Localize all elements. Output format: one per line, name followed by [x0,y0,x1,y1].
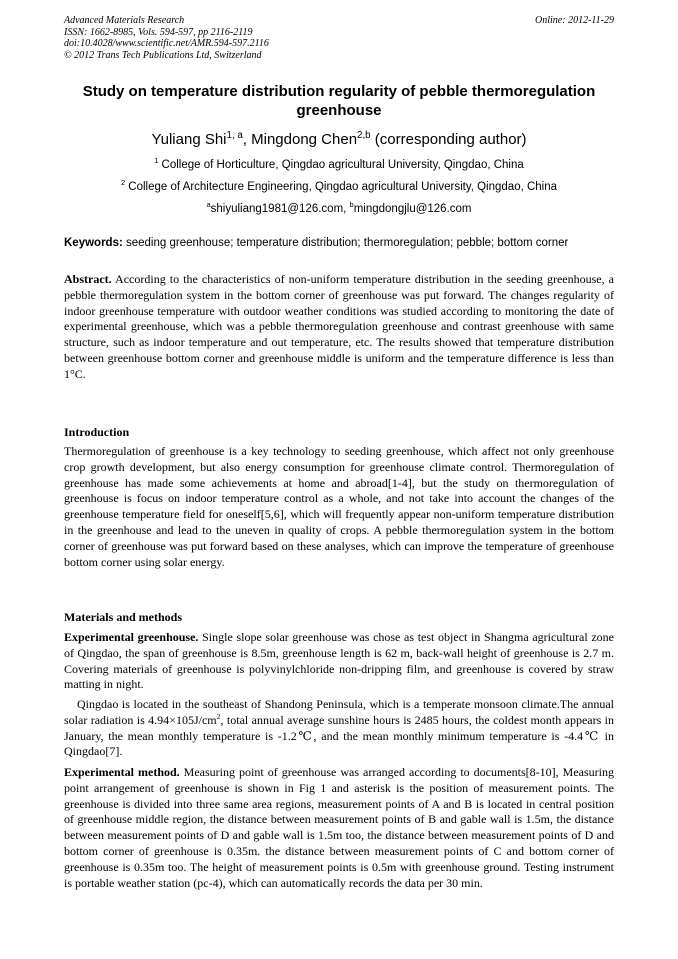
author-separator: , [242,131,252,148]
affiliation-1-sup: 1 [154,156,159,166]
climate-text-a: Qingdao is located in the southeast of Shandong Peninsula, which is a temperate monsoon climate.The annual solar radiation is 4.94×105J/cm [64,697,614,727]
journal-header [64,15,269,61]
materials-heading: Materials and methods [64,610,182,624]
author-2: Mingdong Chen [251,131,358,148]
experimental-greenhouse-label: Experimental greenhouse. [64,630,199,644]
affiliation-2 [40,180,638,194]
introduction-heading: Introduction [64,425,130,439]
experimental-greenhouse-text: Single slope solar greenhouse was chose as test object in Shangma agricultural zone of Qingdao, the span of greenhouse is 8.5m, greenhouse length is 62 m, back-wall height of greenhouse is 2.7 m. Covering materials of greenhouse is polyvinylchloride non-dripping film, and greenhouse is covered by straw matting in night. [64,630,614,692]
climate-paragraph [64,697,614,760]
abstract-paragraph [64,272,614,383]
experimental-method-paragraph [64,765,614,891]
affiliation-2-text: College of Architecture Engineering, Qingdao agricultural University, Qingdao, China [125,181,558,193]
affiliation-1-text: College of Horticulture, Qingdao agricultural University, Qingdao, China [158,159,524,171]
author-2-sup: 2,b [357,130,371,141]
copyright-line: © 2012 Trans Tech Publications Ltd, Switzerland [64,49,262,61]
email-line [40,202,638,216]
climate-text-b: , total annual average sunshine hours is 2485 hours, the coldest month appears in January, the mean monthly temperature is -1.2℃, and the mean monthly minimum temperature is -4.4℃ in Qingdao[7]. [64,712,614,759]
email-2-sup: b [349,200,354,210]
journal-name: Advanced Materials Research [64,15,185,26]
issn-line: ISSN: 1662-8985, Vols. 594-597, pp 2116-2119 [64,26,253,38]
email-1-sup: a [206,200,211,210]
experimental-method-label: Experimental method. [64,765,180,779]
author-1-sup: 1, a [226,130,243,141]
keywords-label: Keywords: [64,237,123,249]
doi-line: doi:10.4028/www.scientific.net/AMR.594-597.2116 [64,38,269,49]
affiliation-2-sup: 2 [120,178,126,188]
email-2: mingdongjlu@126.com [353,203,472,215]
keywords-text: seeding greenhouse; temperature distribution; thermoregulation; pebble; bottom corner [122,237,569,249]
affiliation-1 [40,158,638,172]
abstract-text: According to the characteristics of non-uniform temperature distribution in the seeding greenhouse, a pebble thermoregulation system in the bottom corner of greenhouse was put forward. The changes regularity of indoor greenhouse temperature with outdoor weather conditions was studied according to monitoring the date of experimental greenhouse, which was a pebble thermoregulation greenhouse and contrast greenhouse with same structure, such as indoor temperature and out temperature, etc. The results showed that temperature distribution between greenhouse bottom corner and greenhouse middle is uniform and the temperature difference is less than 1°C. [64,272,614,381]
experimental-greenhouse-paragraph [64,630,614,693]
abstract-label: Abstract. [64,272,112,286]
email-1: shiyuliang1981@126.com, [210,203,350,215]
experimental-method-text: Measuring point of greenhouse was arranged according to documents[8-10], Measuring point arrangement of greenhouse is shown in Fig 1 and asterisk is the position of measurement points. The greenhouse is divided into three same area regions, measurement points of A and B is located in central position of greenhouse middle region, the distance between measurement points of B and gable wall is 1.5m, the distance between measurement points of D and gable wall is 1.5m too, the distance between measurement points of D and bottom corner of greenhouse is 0.35m. the distance between measurement points of C and bottom corner of greenhouse is 0.35m too. The height of measurement points is 0.5m with greenhouse ground. Testing instrument is portable weather station (pc-4), which can automatically records the data per 30 min. [64,765,614,890]
author-1: Yuliang Shi [151,131,227,148]
climate-sup: 2 [216,711,221,721]
keywords-line [64,236,624,250]
introduction-paragraph: Thermoregulation of greenhouse is a key technology to seeding greenhouse, which affect not only greenhouse crop growth development, but also energy consumption for greenhouse climate control. Thermoregulation of greenhouse has made some achievements at home and abroad[1-4], but the study on thermoregulation of greenhouse is focus on indoor temperature control as a whole, and not take into account the changes of the greenhouse temperature field for oneself[5,6], which will frequently appear non-uniform temperature distribution in the greenhouse and lead to the uneven in quality of crops. A pebble thermoregulation system in the bottom corner of greenhouse was put forward based on these analyses, which can improve the temperature of greenhouse bottom corner using solar energy. [64,444,614,569]
author-note: (corresponding author) [370,131,527,148]
online-date: Online: 2012-11-29 [535,15,614,26]
paper-title: Study on temperature distribution regularity of pebble thermoregulation greenhouse [82,83,596,119]
author-line [40,131,638,149]
